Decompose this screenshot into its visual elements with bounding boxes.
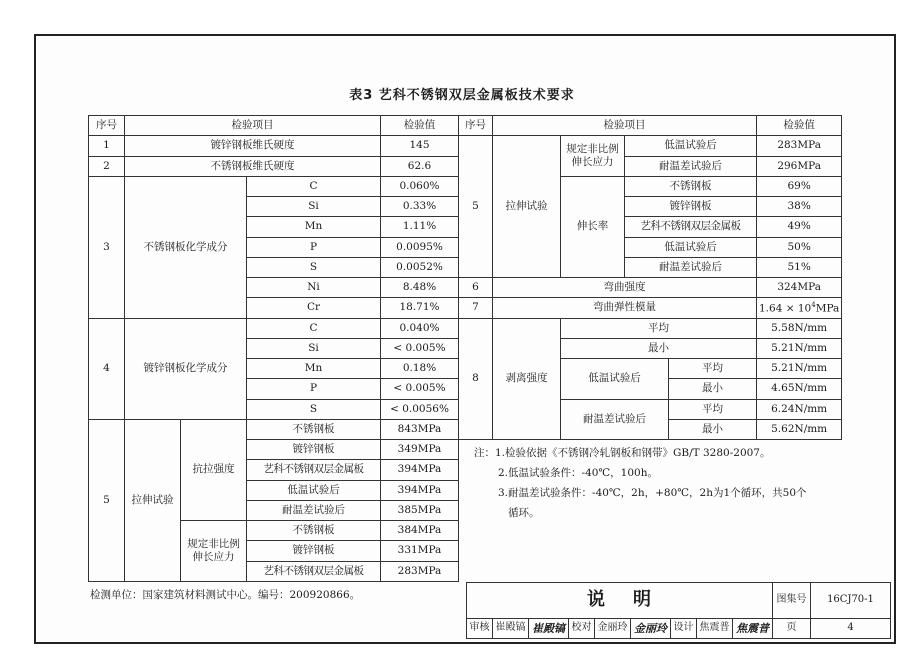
table-title: 表3 艺科不锈钢双层金属板技术要求 [349, 88, 575, 103]
designer-name: 焦震普 [697, 619, 733, 639]
row-item: 镀锌钢板维氏硬度 [125, 136, 381, 156]
group-label: 拉伸试验 [493, 136, 561, 278]
row-value: 331MPa [381, 541, 459, 561]
row-item: 镀锌钢板 [625, 197, 757, 217]
note-3-cont: 循环。 [508, 507, 540, 519]
row-value: < 0.0056% [381, 399, 459, 419]
row-item: 耐温差试验后 [625, 156, 757, 176]
row-value: 385MPa [381, 500, 459, 520]
modulus-base: 1.64 × 10 [759, 302, 812, 315]
row-item: 弯曲强度 [493, 278, 757, 298]
row-no: 3 [89, 176, 125, 318]
row-item: 低温试验后 [625, 237, 757, 257]
row-item: 不锈钢板 [247, 419, 381, 439]
row-item: 弯曲弹性模量 [493, 298, 757, 318]
row-value: 8.48% [381, 278, 459, 298]
row-item: 平均 [669, 359, 757, 379]
element: Si [247, 338, 381, 358]
header-value: 检验值 [757, 116, 842, 136]
title-block [466, 582, 891, 639]
row-value: 394MPa [381, 460, 459, 480]
row-value: 324MPa [757, 278, 842, 298]
table-row [89, 318, 459, 338]
element: C [247, 176, 381, 196]
table-row [89, 419, 459, 439]
element: S [247, 399, 381, 419]
subgroup-label: 耐温差试验后 [561, 399, 669, 440]
row-no: 6 [459, 278, 493, 298]
row-no: 4 [89, 318, 125, 419]
row-value: 5.62N/mm [757, 419, 842, 439]
row-item: 艺科不锈钢双层金属板 [247, 561, 381, 581]
row-value: 0.060% [381, 176, 459, 196]
row-value: < 0.005% [381, 379, 459, 399]
row-value: 6.24N/mm [757, 399, 842, 419]
design-label: 设计 [671, 619, 697, 639]
row-value: 384MPa [381, 521, 459, 541]
checker-signature: 金丽玲 [631, 619, 671, 639]
row-no: 5 [89, 419, 125, 581]
row-value: 145 [381, 136, 459, 156]
element: Si [247, 197, 381, 217]
review-label: 审核 [467, 619, 493, 639]
row-value: 283MPa [757, 136, 842, 156]
row-item: 艺科不锈钢双层金属板 [625, 217, 757, 237]
table-row [467, 583, 891, 619]
subgroup-label: 伸长率 [561, 176, 625, 277]
table-row [459, 278, 842, 298]
subgroup-label: 规定非比例伸长应力 [181, 521, 247, 582]
header-item: 检验项目 [125, 116, 381, 136]
table-row [89, 176, 459, 196]
row-item: 艺科不锈钢双层金属板 [247, 460, 381, 480]
modulus-exponent: 4 [811, 300, 816, 309]
reviewer-name: 崔殿镐 [493, 619, 529, 639]
table-row [467, 619, 891, 639]
table-row [459, 116, 842, 136]
row-value: 50% [757, 237, 842, 257]
element: S [247, 257, 381, 277]
row-value: 5.21N/mm [757, 338, 842, 358]
row-value: 38% [757, 197, 842, 217]
atlas-number: 16CJ70-1 [811, 583, 891, 619]
row-item: 最小 [561, 338, 757, 358]
row-value: 0.040% [381, 318, 459, 338]
note-3: 3.耐温差试验条件：-40℃，2h，+80℃，2h为1个循环，共50个 [498, 487, 807, 499]
subgroup-label: 抗拉强度 [181, 419, 247, 520]
row-value: 5.21N/mm [757, 359, 842, 379]
row-no: 7 [459, 298, 493, 318]
header-item: 检验项目 [493, 116, 757, 136]
subgroup-label: 低温试验后 [561, 359, 669, 400]
row-item: 镀锌钢板 [247, 440, 381, 460]
group-label: 不锈钢板化学成分 [125, 176, 247, 318]
row-value: 296MPa [757, 156, 842, 176]
row-value: 1.11% [381, 217, 459, 237]
row-value: 49% [757, 217, 842, 237]
reviewer-signature: 崔殿镐 [529, 619, 569, 639]
left-spec-table [88, 115, 459, 582]
row-value: 0.18% [381, 359, 459, 379]
header-value: 检验值 [381, 116, 459, 136]
row-value: 0.33% [381, 197, 459, 217]
row-item: 耐温差试验后 [625, 257, 757, 277]
page-label: 页 [773, 619, 811, 639]
table-row [459, 136, 842, 156]
row-item: 平均 [669, 399, 757, 419]
table-row [89, 156, 459, 176]
row-value: 62.6 [381, 156, 459, 176]
row-value: 18.71% [381, 298, 459, 318]
row-item: 不锈钢板 [625, 176, 757, 196]
row-value: 843MPa [381, 419, 459, 439]
row-item: 不锈钢板维氏硬度 [125, 156, 381, 176]
header-no: 序号 [459, 116, 493, 136]
row-no: 1 [89, 136, 125, 156]
checker-name: 金丽玲 [595, 619, 631, 639]
element: Ni [247, 278, 381, 298]
group-label: 镀锌钢板化学成分 [125, 318, 247, 419]
row-item: 平均 [561, 318, 757, 338]
row-item: 镀锌钢板 [247, 541, 381, 561]
table-row [459, 318, 842, 338]
row-value: 4.65N/mm [757, 379, 842, 399]
row-value: 283MPa [381, 561, 459, 581]
notes [474, 443, 834, 523]
row-item: 最小 [669, 379, 757, 399]
row-value: 394MPa [381, 480, 459, 500]
right-spec-table [458, 115, 842, 440]
row-no: 2 [89, 156, 125, 176]
modulus-unit: MPa [815, 302, 840, 315]
row-value [757, 298, 842, 318]
row-item: 最小 [669, 419, 757, 439]
page-number: 4 [811, 619, 891, 639]
row-value: 51% [757, 257, 842, 277]
row-value: 0.0052% [381, 257, 459, 277]
designer-signature: 焦震普 [733, 619, 773, 639]
element: C [247, 318, 381, 338]
row-item: 低温试验后 [625, 136, 757, 156]
row-item: 低温试验后 [247, 480, 381, 500]
check-label: 校对 [569, 619, 595, 639]
note-1: 注：1.检验依据《不锈钢冷轧钢板和钢带》GB/T 3280-2007。 [474, 447, 771, 459]
row-no: 5 [459, 136, 493, 278]
row-value: 5.58N/mm [757, 318, 842, 338]
table-row [89, 136, 459, 156]
atlas-label: 图集号 [773, 583, 811, 619]
row-no: 8 [459, 318, 493, 440]
test-unit: 检测单位：国家建筑材料测试中心。编号：200920866。 [90, 589, 361, 601]
element: P [247, 379, 381, 399]
group-label: 拉伸试验 [125, 419, 181, 581]
table-row [459, 298, 842, 318]
row-item: 耐温差试验后 [247, 500, 381, 520]
subgroup-label: 规定非比例伸长应力 [561, 136, 625, 177]
table-row [89, 116, 459, 136]
doc-heading: 说明 [467, 583, 773, 619]
header-no: 序号 [89, 116, 125, 136]
note-2: 2.低温试验条件：-40℃，100h。 [498, 467, 658, 479]
row-value: 349MPa [381, 440, 459, 460]
row-value: 69% [757, 176, 842, 196]
group-label: 剥离强度 [493, 318, 561, 440]
element: Cr [247, 298, 381, 318]
element: Mn [247, 217, 381, 237]
row-value: 0.0095% [381, 237, 459, 257]
row-value: < 0.005% [381, 338, 459, 358]
row-item: 不锈钢板 [247, 521, 381, 541]
element: P [247, 237, 381, 257]
element: Mn [247, 359, 381, 379]
